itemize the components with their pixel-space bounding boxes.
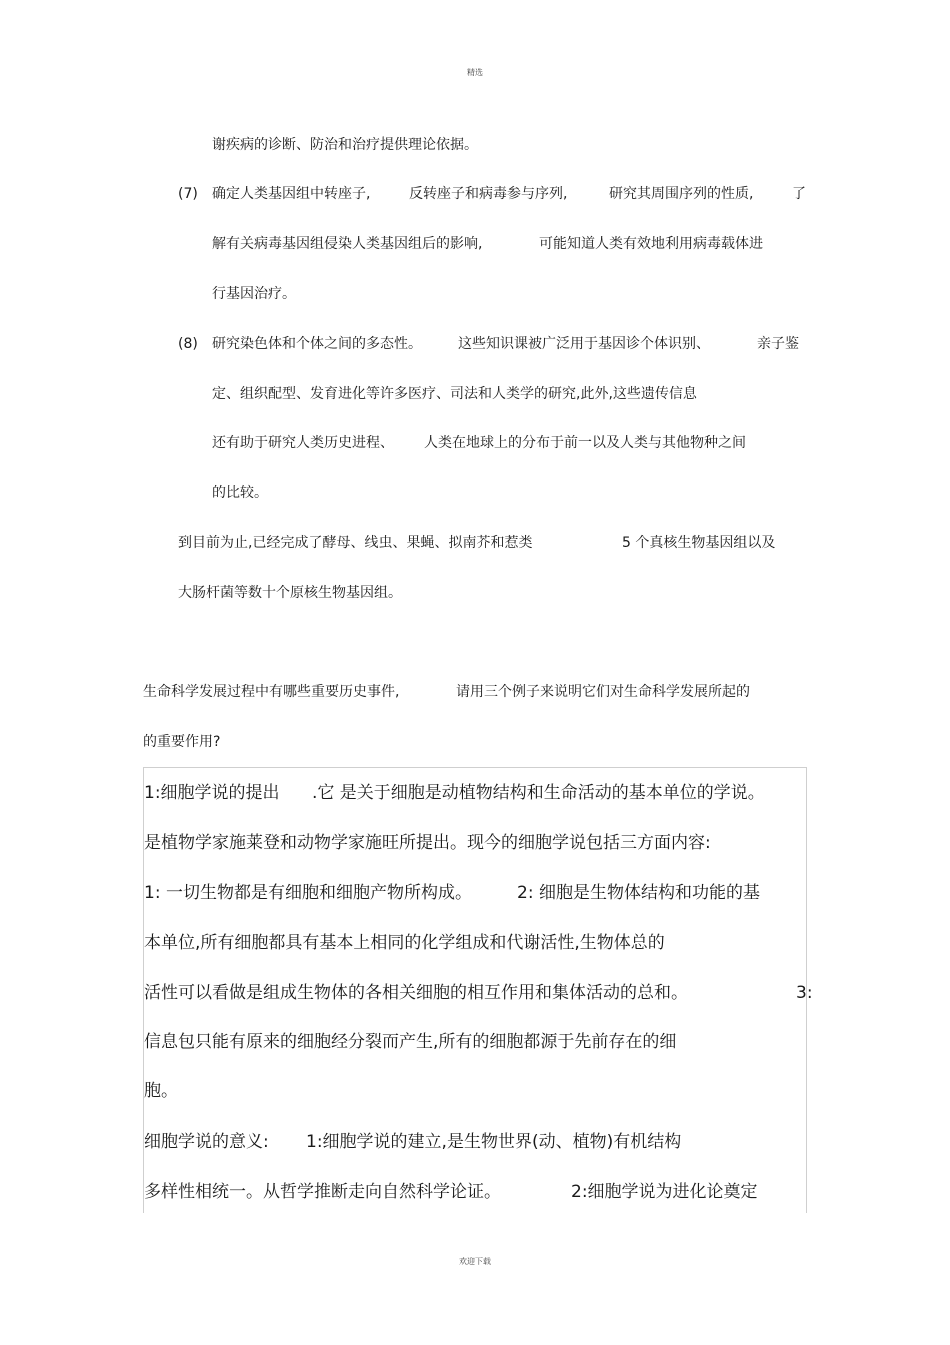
text-segment: 大肠杆菌等数十个原核生物基因组。 xyxy=(178,585,402,601)
page-header-mark: 精选 xyxy=(467,68,483,77)
text-segment: .它 是关于细胞是动植物结构和生命活动的基本单位的学说。 xyxy=(312,783,765,803)
text-segment: 亲子鉴 xyxy=(757,336,799,352)
text-segment: 的比较。 xyxy=(212,485,268,501)
text-segment: 信息包只能有原来的细胞经分裂而产生,所有的细胞都源于先前存在的细 xyxy=(144,1032,677,1052)
text-segment: 1:细胞学说的建立,是生物世界(动、植物)有机结构 xyxy=(306,1132,682,1152)
text-segment: 的重要作用? xyxy=(143,734,221,750)
text-segment: 研究其周围序列的性质, xyxy=(609,186,754,202)
text-segment: 了 xyxy=(792,186,806,202)
page-footer-mark: 欢迎下载 xyxy=(459,1257,491,1266)
text-segment: 生命科学发展过程中有哪些重要历史事件, xyxy=(143,684,400,700)
text-segment: 1:细胞学说的提出 xyxy=(144,783,280,803)
text-segment: 5 个真核生物基因组以及 xyxy=(622,535,776,551)
text-segment: 3: xyxy=(796,983,813,1003)
text-segment: 1: 一切生物都是有细胞和细胞产物所构成。 xyxy=(144,883,472,903)
text-segment: 行基因治疗。 xyxy=(212,286,296,302)
text-segment: 可能知道人类有效地利用病毒载体进 xyxy=(539,236,763,252)
list-number: (8) xyxy=(178,336,198,352)
text-segment: 本单位,所有细胞都具有基本上相同的化学组成和代谢活性,生物体总的 xyxy=(144,933,665,953)
text-segment: 是植物学家施莱登和动物学家施旺所提出。现今的细胞学说包括三方面内容: xyxy=(144,833,711,853)
text-segment: 人类在地球上的分布于前一以及人类与其他物种之间 xyxy=(424,435,746,451)
text-segment: 还有助于研究人类历史进程、 xyxy=(212,435,394,451)
text-segment: 研究染色体和个体之间的多态性。 xyxy=(212,336,422,352)
text-segment: 细胞学说的意义: xyxy=(144,1132,269,1152)
text-segment: 解有关病毒基因组侵染人类基因组后的影响, xyxy=(212,236,483,252)
text-segment: 2: 细胞是生物体结构和功能的基 xyxy=(517,883,760,903)
text-segment: 确定人类基因组中转座子, xyxy=(212,186,371,202)
text-segment: 2:细胞学说为进化论奠定 xyxy=(571,1182,758,1202)
text-segment: 到目前为止,已经完成了酵母、线虫、果蝇、拟南芥和惹类 xyxy=(178,535,533,551)
text-segment: 这些知识课被广泛用于基因诊个体识别、 xyxy=(458,336,710,352)
text-segment: 定、组织配型、发育进化等许多医疗、司法和人类学的研究,此外,这些遗传信息 xyxy=(212,386,697,402)
text-segment: 活性可以看做是组成生物体的各相关细胞的相互作用和集体活动的总和。 xyxy=(144,983,688,1003)
text-segment: 反转座子和病毒参与序列, xyxy=(409,186,568,202)
text-segment: 胞。 xyxy=(144,1081,178,1101)
list-number: (7) xyxy=(178,186,198,202)
text-segment: 谢疾病的诊断、防治和治疗提供理论依据。 xyxy=(212,137,478,153)
text-segment: 请用三个例子来说明它们对生命科学发展所起的 xyxy=(456,684,750,700)
text-segment: 多样性相统一。从哲学推断走向自然科学论证。 xyxy=(144,1182,501,1202)
